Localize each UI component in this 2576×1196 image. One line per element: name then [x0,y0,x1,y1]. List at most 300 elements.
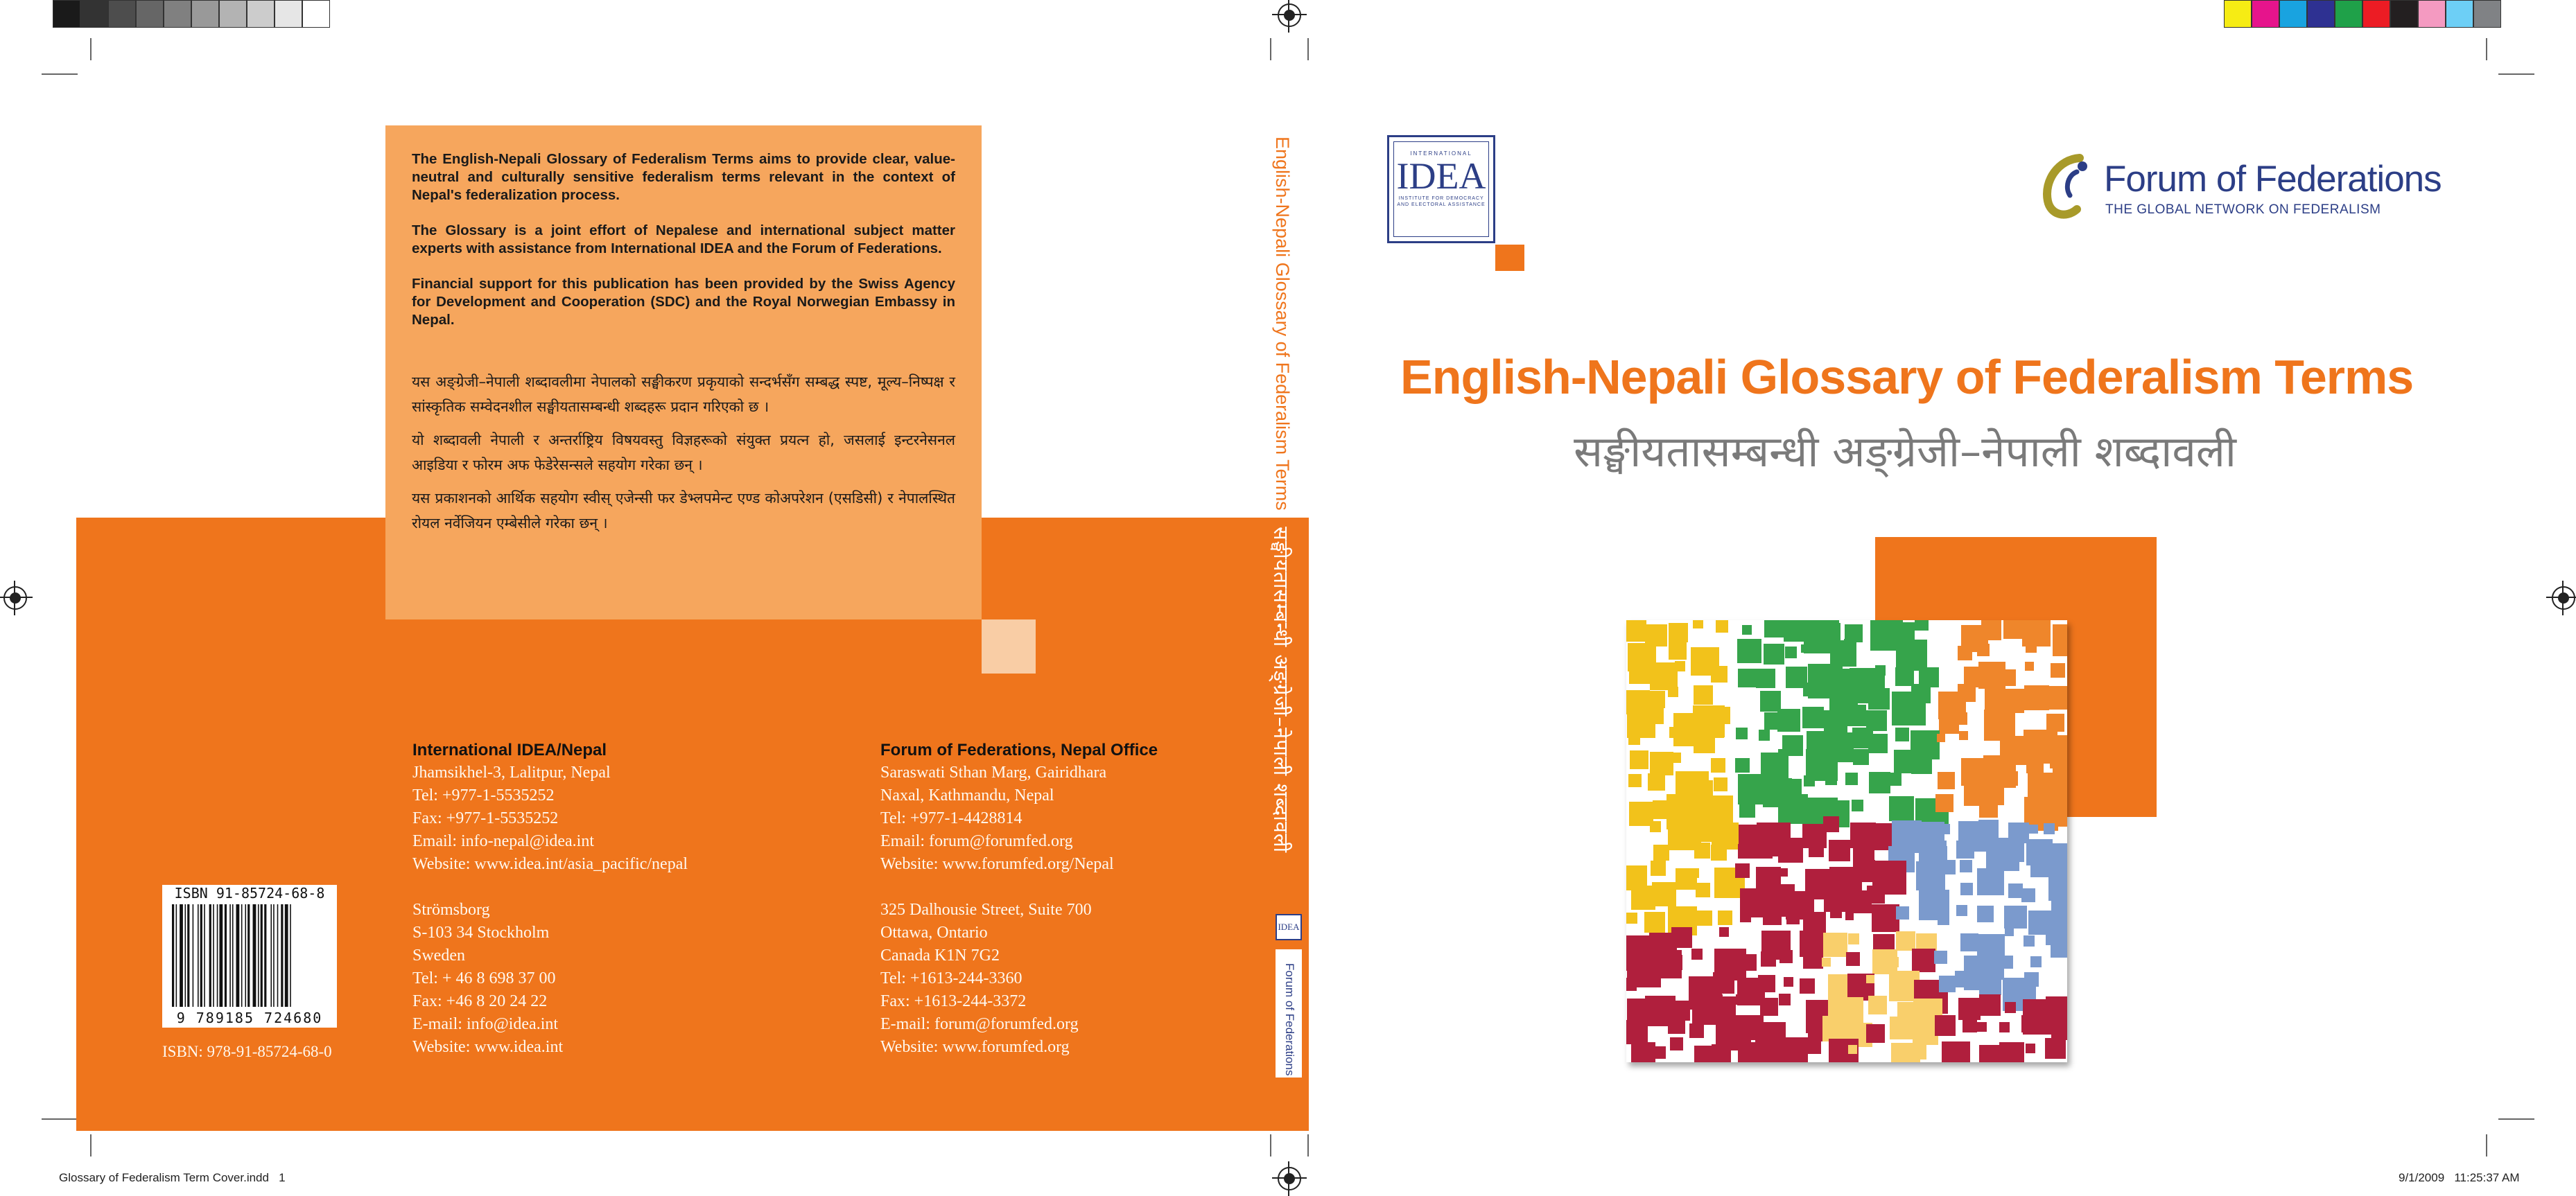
mosaic-tile [1912,949,1935,972]
barcode-bar [277,904,279,1007]
mosaic-tile [1630,816,1640,826]
mosaic-tile [1759,730,1770,741]
mosaic-tile [1778,794,1808,824]
mosaic-tile [2051,933,2067,958]
mosaic-tile [1713,972,1734,994]
crop-mark [2498,1118,2534,1120]
mosaic-tile [1626,620,1646,642]
mosaic-tile [1822,958,1831,967]
mosaic-tile [1933,846,1947,860]
mosaic-tile [1668,1017,1685,1034]
mosaic-tile [1785,647,1797,658]
mosaic-tile [1711,758,1725,773]
mosaic-tile [1691,949,1703,960]
contact-line: Strömsborg [412,901,490,919]
barcode-bar [200,904,202,1007]
mosaic-tile [1999,669,2016,686]
mosaic-tile [1628,733,1640,745]
contact-line: Website: www.forumfed.org/Nepal [880,855,1114,873]
spine-title-en: English-Nepali Glossary of Federalism Terms [1272,137,1293,511]
mosaic-tile [1823,623,1840,640]
barcode-bar [258,904,259,1007]
mosaic-tile [1808,1041,1821,1054]
grayscale-calibration-bar [53,0,330,28]
mosaic-tile [1979,799,1998,818]
mosaic-tile [1653,845,1669,861]
mosaic-tile [1937,734,1945,742]
contact-line: Website: www.idea.int [412,1038,564,1056]
crop-mark [2486,1134,2487,1157]
idea-logo-mark: IDEA [1396,155,1486,197]
mosaic-tile [1689,1023,1704,1038]
mosaic-tile [1689,868,1699,878]
mosaic-tile [1694,732,1715,753]
crop-mark [42,73,78,75]
mosaic-tile [1941,860,1956,874]
mosaic-tile [2051,663,2065,678]
mosaic-tile [2001,839,2024,862]
barcode-bar [204,904,205,1007]
crop-mark [1270,38,1271,60]
mosaic-tile [1778,838,1803,863]
mosaic-tile [1958,646,1972,660]
contact-line: Naxal, Kathmandu, Nepal [880,786,1054,804]
barcode-bar [229,904,231,1007]
mosaic-tile [1779,934,1791,946]
contact-line: Sweden [412,947,465,965]
mosaic-tile [1846,998,1857,1009]
crop-mark [2486,38,2487,60]
mosaic-tile [2044,823,2055,834]
mosaic-tile [1651,861,1666,876]
mosaic-tile [1626,1020,1648,1044]
mosaic-tile [1960,933,1978,951]
barcode-bar [261,904,263,1007]
mosaic-tile [1800,978,1815,994]
contact-line: Fax: +46 8 20 24 22 [412,992,548,1010]
mosaic-tile [2053,624,2067,656]
mosaic-tile [2046,795,2067,827]
mosaic-tile [1779,950,1793,963]
mosaic-tile [1652,882,1676,906]
mosaic-tile [2026,1044,2035,1053]
mosaic-tile [1669,727,1680,738]
contact-line: Website: www.idea.int/asia_pacific/nepal [412,855,688,873]
mosaic-tile [1977,868,2004,895]
blurb-paragraph-ne: यो शब्दावली नेपाली र अन्तर्राष्ट्रिय विषयवस्तु विज्ञहरूको संयुक्त प्रयत्न हो, जसलाई इन्टरनेसनल आइडिया र फोरम अफ फेडेरेसन्सले सहयोग गरेका छन् । [412,432,955,473]
contact-line: Canada K1N 7G2 [880,947,1000,965]
mosaic-tile [1942,1041,1970,1062]
mosaic-tile [1718,911,1732,925]
color-calibration-bar [2224,0,2501,28]
blurb-paragraph-ne: यस अङ्ग्रेजी–नेपाली शब्दावलीमा नेपालको सङ्घीकरण प्रकृयाको सन्दर्भसँग सम्बद्ध स्पष्ट, मूल्य–निष्पक्ष र सांस्कृतिक सम्वेदनशील सङ्घीयतासम्बन्धी शब्दहरू प्रदान गरिएको छ । [412,373,955,415]
mosaic-tile [1669,623,1688,642]
spine-idea-logo: IDEA [1276,914,1302,940]
cover-mosaic-artwork [1626,620,2067,1062]
barcode-bar [217,904,218,1007]
mosaic-tile [1896,906,1909,920]
contact-line: Ottawa, Ontario [880,924,988,942]
mosaic-tile [1895,728,1909,741]
mosaic-tile [1889,796,1914,821]
idea-logo-top: INTERNATIONAL [1410,150,1472,157]
mosaic-tile [1764,644,1784,665]
cover-title-ne: सङ्घीयतासम्बन्धी अङ्ग्रेजी–नेपाली शब्दावली [1574,426,2236,477]
idea-contact-block [412,739,801,1059]
mosaic-tile [1867,886,1885,904]
mosaic-tile [1830,906,1842,918]
registration-mark [3,586,27,610]
mosaic-tile [1844,639,1856,651]
fof-logo [2038,152,2442,222]
blurb-paragraph-en: The Glossary is a joint effort of Nepalese and international subject matter experts with assistance from International IDEA and the Forum of Federations. [412,222,955,256]
mosaic-tile [1888,957,1899,967]
mosaic-tile [2046,714,2064,732]
mosaic-tile [2003,771,2018,786]
mosaic-tile [1872,904,1899,932]
mosaic-tile [1935,794,1953,812]
mosaic-tile [1829,840,1850,861]
mosaic-tile [1740,911,1751,922]
barcode-bar [264,904,266,1007]
mosaic-tile [2000,956,2013,969]
mosaic-tile [1911,753,1932,774]
fof-logo-tagline: THE GLOBAL NETWORK ON FEDERALISM [2105,202,2381,217]
mosaic-tile [1669,642,1687,660]
mosaic-tile [2003,620,2024,639]
blurb-paragraph-ne: यस प्रकाशनको आर्थिक सहयोग स्वीस् एजेन्सी फर डेभ्लपमेन्ट एण्ड कोअपरेशन (एसडिसी) र नेपालस्थित रोयल नर्वेजियन एम्बेसीले गरेका छन् । [412,490,955,531]
contact-line: Website: www.forumfed.org [880,1038,1070,1056]
mosaic-tile [1895,622,1915,642]
calibration-swatch [136,0,164,28]
mosaic-tile [2004,906,2027,929]
mosaic-tile [1737,639,1761,663]
crop-mark [2498,73,2534,75]
mosaic-tile [1694,685,1713,705]
mosaic-tile [1779,1037,1808,1062]
mosaic-tile [1626,913,1637,924]
isbn-label: ISBN 91-85724-68-8 [174,885,325,902]
mosaic-tile [1758,975,1775,992]
mosaic-tile [1711,845,1727,861]
mosaic-tile [1809,842,1824,857]
mosaic-tile [1626,978,1637,991]
mosaic-tile [1740,954,1757,971]
mosaic-tile [1958,684,1976,702]
mosaic-tile [1667,955,1682,970]
mosaic-tile [1653,1046,1666,1059]
mosaic-tile [1845,912,1854,920]
mosaic-tile [1719,927,1729,937]
mosaic-tile [1848,933,1859,944]
barcode-bar [225,904,227,1007]
mosaic-tile [2000,689,2024,713]
mosaic-tile [1804,775,1815,786]
fof-contact-heading: Forum of Federations, Nepal Office [880,741,1158,759]
mosaic-tile [2030,956,2042,967]
mosaic-tile [1694,843,1710,859]
barcode-bar [245,904,246,1007]
mosaic-tile [1875,665,1886,676]
mosaic-tile [2024,935,2035,947]
barcode-bars [171,904,329,1007]
mosaic-tile [1764,620,1784,637]
spine-title-ne: सङ्घीयतासम्बन्धी अङ्ग्रेजी–नेपाली शब्दावली [1269,527,1293,854]
mosaic-tile [1757,841,1772,856]
mosaic-tile [1955,971,1972,987]
mosaic-tile [1631,1042,1655,1062]
mosaic-tile [1650,662,1678,690]
contact-line: Saraswati Sthan Marg, Gairidhara [880,764,1107,782]
back-cover-blurb [385,125,982,619]
mosaic-tile [1696,883,1710,897]
contact-line: Fax: +977-1-5535252 [412,809,559,827]
mosaic-tile [1738,844,1752,859]
mosaic-tile [1742,625,1752,635]
mosaic-tile [1784,977,1793,987]
mosaic-tile [1822,1016,1848,1041]
mosaic-tile [1712,1044,1731,1062]
mosaic-tile [1823,816,1839,832]
mosaic-tile [1713,707,1730,724]
mosaic-tile [2021,1015,2039,1032]
mosaic-tile [1848,1045,1857,1054]
mosaic-tile [1650,821,1661,832]
mosaic-tile [1869,772,1890,793]
mosaic-tile [2051,1019,2067,1040]
calibration-swatch [2390,0,2418,28]
calibration-swatch [219,0,247,28]
mosaic-tile [1846,952,1860,966]
calibration-swatch [80,0,108,28]
mosaic-tile [1786,911,1800,924]
barcode-bar [285,904,288,1007]
crop-mark [90,38,92,60]
fof-logo-name: Forum of Federations [2104,159,2442,200]
contact-line: Email: info-nepal@idea.int [412,832,595,850]
mosaic-tile [1938,772,1955,789]
barcode-bar [236,904,240,1007]
mosaic-tile [2021,888,2035,902]
blurb-paragraph-en: Financial support for this publication has been provided by the Swiss Agency for Development and Cooperation (SDC) and the Royal Norwegian Embassy in Nepal. [412,276,955,328]
contact-line: Jhamsikhel-3, Lalitpur, Nepal [412,764,611,782]
mosaic-tile [1671,927,1692,948]
mosaic-tile [1761,951,1776,967]
calibration-swatch [247,0,275,28]
calibration-swatch [2307,0,2335,28]
mosaic-tile [1650,752,1673,775]
barcode-bar [232,904,234,1007]
mosaic-tile [1985,731,1993,739]
mosaic-tile [1779,994,1791,1005]
mosaic-tile [1868,734,1888,753]
mosaic-tile [2025,662,2034,671]
crop-mark [1270,1134,1271,1157]
mosaic-tile [1935,1015,1956,1036]
calibration-swatch [2252,0,2279,28]
barcode-bar [180,904,183,1007]
mosaic-tile [1736,728,1748,739]
registration-mark [1278,1167,1301,1190]
mosaic-tile [1735,863,1750,878]
mosaic-tile [1629,663,1650,684]
mosaic-tile [1628,774,1642,787]
mosaic-tile [2044,686,2067,710]
spine-fof-logo [1276,949,1302,1078]
barcode-bar [270,904,272,1007]
contact-line: S-103 34 Stockholm [412,924,550,942]
mosaic-tile [1777,709,1800,732]
barcode-bar [213,904,214,1007]
contact-line: Fax: +1613-244-3372 [880,992,1027,1010]
barcode-bar [176,904,177,1007]
mosaic-tile [1739,802,1755,818]
barcode-bar [273,904,275,1007]
contact-line: Tel: + 46 8 698 37 00 [412,969,556,987]
mosaic-tile [1675,661,1685,671]
mosaic-tile [1978,820,1999,840]
crop-mark [90,1134,92,1157]
slug-timestamp: 9/1/2009 11:25:37 AM [2399,1171,2520,1184]
mosaic-tile [1763,906,1782,925]
mosaic-tile [2002,710,2010,719]
mosaic-tile [2008,883,2023,898]
registration-mark [2552,586,2575,610]
mosaic-tile [2028,773,2053,798]
mosaic-tile [2005,927,2014,936]
mosaic-tile [1735,758,1750,773]
registration-mark [1278,3,1301,27]
calibration-swatch [2473,0,2501,28]
mosaic-tile [1738,669,1757,687]
mosaic-tile [1999,1022,2010,1032]
calibration-swatch [2418,0,2446,28]
mosaic-tile [1868,688,1890,710]
mosaic-tile [1845,773,1858,785]
mosaic-tile [1711,666,1728,683]
idea-logo [1387,135,1495,243]
mosaic-tile [1890,1017,1913,1039]
mosaic-tile [1825,773,1837,785]
mosaic-tile [1866,1024,1885,1043]
contact-line: Tel: +977-1-5535252 [412,786,555,804]
mosaic-tile [1760,998,1778,1016]
calibration-swatch [275,0,302,28]
mosaic-tile [2029,825,2038,834]
contact-line: 325 Dalhousie Street, Suite 700 [880,901,1092,919]
mosaic-tile [1955,712,1967,725]
mosaic-tile [1714,777,1728,791]
contact-line: Email: forum@forumfed.org [880,832,1073,850]
mosaic-tile [1934,951,1947,964]
calibration-swatch [2335,0,2362,28]
mosaic-tile [1959,731,1968,740]
mosaic-tile [1670,1037,1683,1050]
mosaic-tile [1714,996,1736,1018]
mosaic-tile [2024,972,2039,987]
mosaic-tile [1697,911,1712,926]
mosaic-tile [1939,976,1956,992]
mosaic-tile [1803,949,1823,969]
contact-line: Tel: +977-1-4428814 [880,809,1022,827]
mosaic-tile [1645,705,1664,724]
barcode-bar [185,904,186,1007]
mosaic-tile [1714,728,1724,738]
mosaic-tile [1693,620,1703,628]
barcode-bar [290,904,291,1007]
contact-line: E-mail: info@idea.int [412,1015,559,1033]
mosaic-tile [2026,642,2037,653]
mosaic-tile [1979,973,2001,995]
mosaic-tile [1868,996,1887,1014]
mosaic-tile [1915,620,1929,631]
mosaic-tile [1644,912,1665,933]
cover-title-en: English-Nepali Glossary of Federalism Terms [1400,350,2414,404]
crop-mark [1307,1134,1309,1157]
mosaic-tile [1778,749,1789,759]
mosaic-tile [2005,1002,2016,1013]
mosaic-tile [1847,685,1863,701]
mosaic-tile [1896,931,1915,951]
mosaic-tile [1668,687,1678,697]
mosaic-tile [1760,691,1781,712]
mosaic-tile [1888,773,1901,786]
mosaic-tile [1779,868,1788,877]
mosaic-tile [2026,756,2044,773]
barcode-bar [209,904,211,1007]
mosaic-tile [1979,994,2001,1016]
isbn-barcode [162,885,337,1028]
fof-swirl-icon [2038,152,2100,222]
isbn-text: ISBN: 978-91-85724-68-0 [162,1043,332,1060]
mosaic-tile [1801,644,1809,653]
mosaic-tile [1977,644,1990,656]
mosaic-tile [1960,883,1973,895]
mosaic-tile [1956,905,1967,916]
barcode-number: 9 789185 724680 [176,1010,323,1026]
mosaic-tile [1981,620,2001,640]
crop-mark [1307,38,1309,60]
mosaic-tile [1648,773,1665,791]
mosaic-tile [2045,1038,2066,1059]
mosaic-tile [1960,860,1972,872]
calibration-swatch [53,0,80,28]
calibration-swatch [2446,0,2473,28]
mosaic-tile [1852,800,1863,811]
barcode-bar [219,904,223,1007]
mosaic-tile [1807,731,1825,749]
mosaic-tile [1736,994,1746,1005]
mosaic-squares [1626,620,2067,1062]
mosaic-tile [1958,998,1981,1020]
mosaic-tile [1956,841,1974,859]
mosaic-tile [1853,749,1869,765]
mosaic-tile [1631,886,1655,910]
barcode-bar [172,904,174,1007]
fof-contact-block [880,739,1269,1059]
idea-accent-square [1495,245,1524,271]
barcode-bar [281,904,283,1007]
mosaic-tile [1940,824,1950,834]
contact-line: Tel: +1613-244-3360 [880,969,1022,987]
calibration-swatch [108,0,136,28]
mosaic-tile [1853,860,1875,882]
mosaic-tile [1911,1044,1926,1059]
mosaic-tile [1895,667,1914,686]
spine-fof-label: Forum of Federations [1283,963,1296,1076]
mosaic-tile [1963,1018,1977,1032]
mosaic-tile [1823,933,1847,957]
